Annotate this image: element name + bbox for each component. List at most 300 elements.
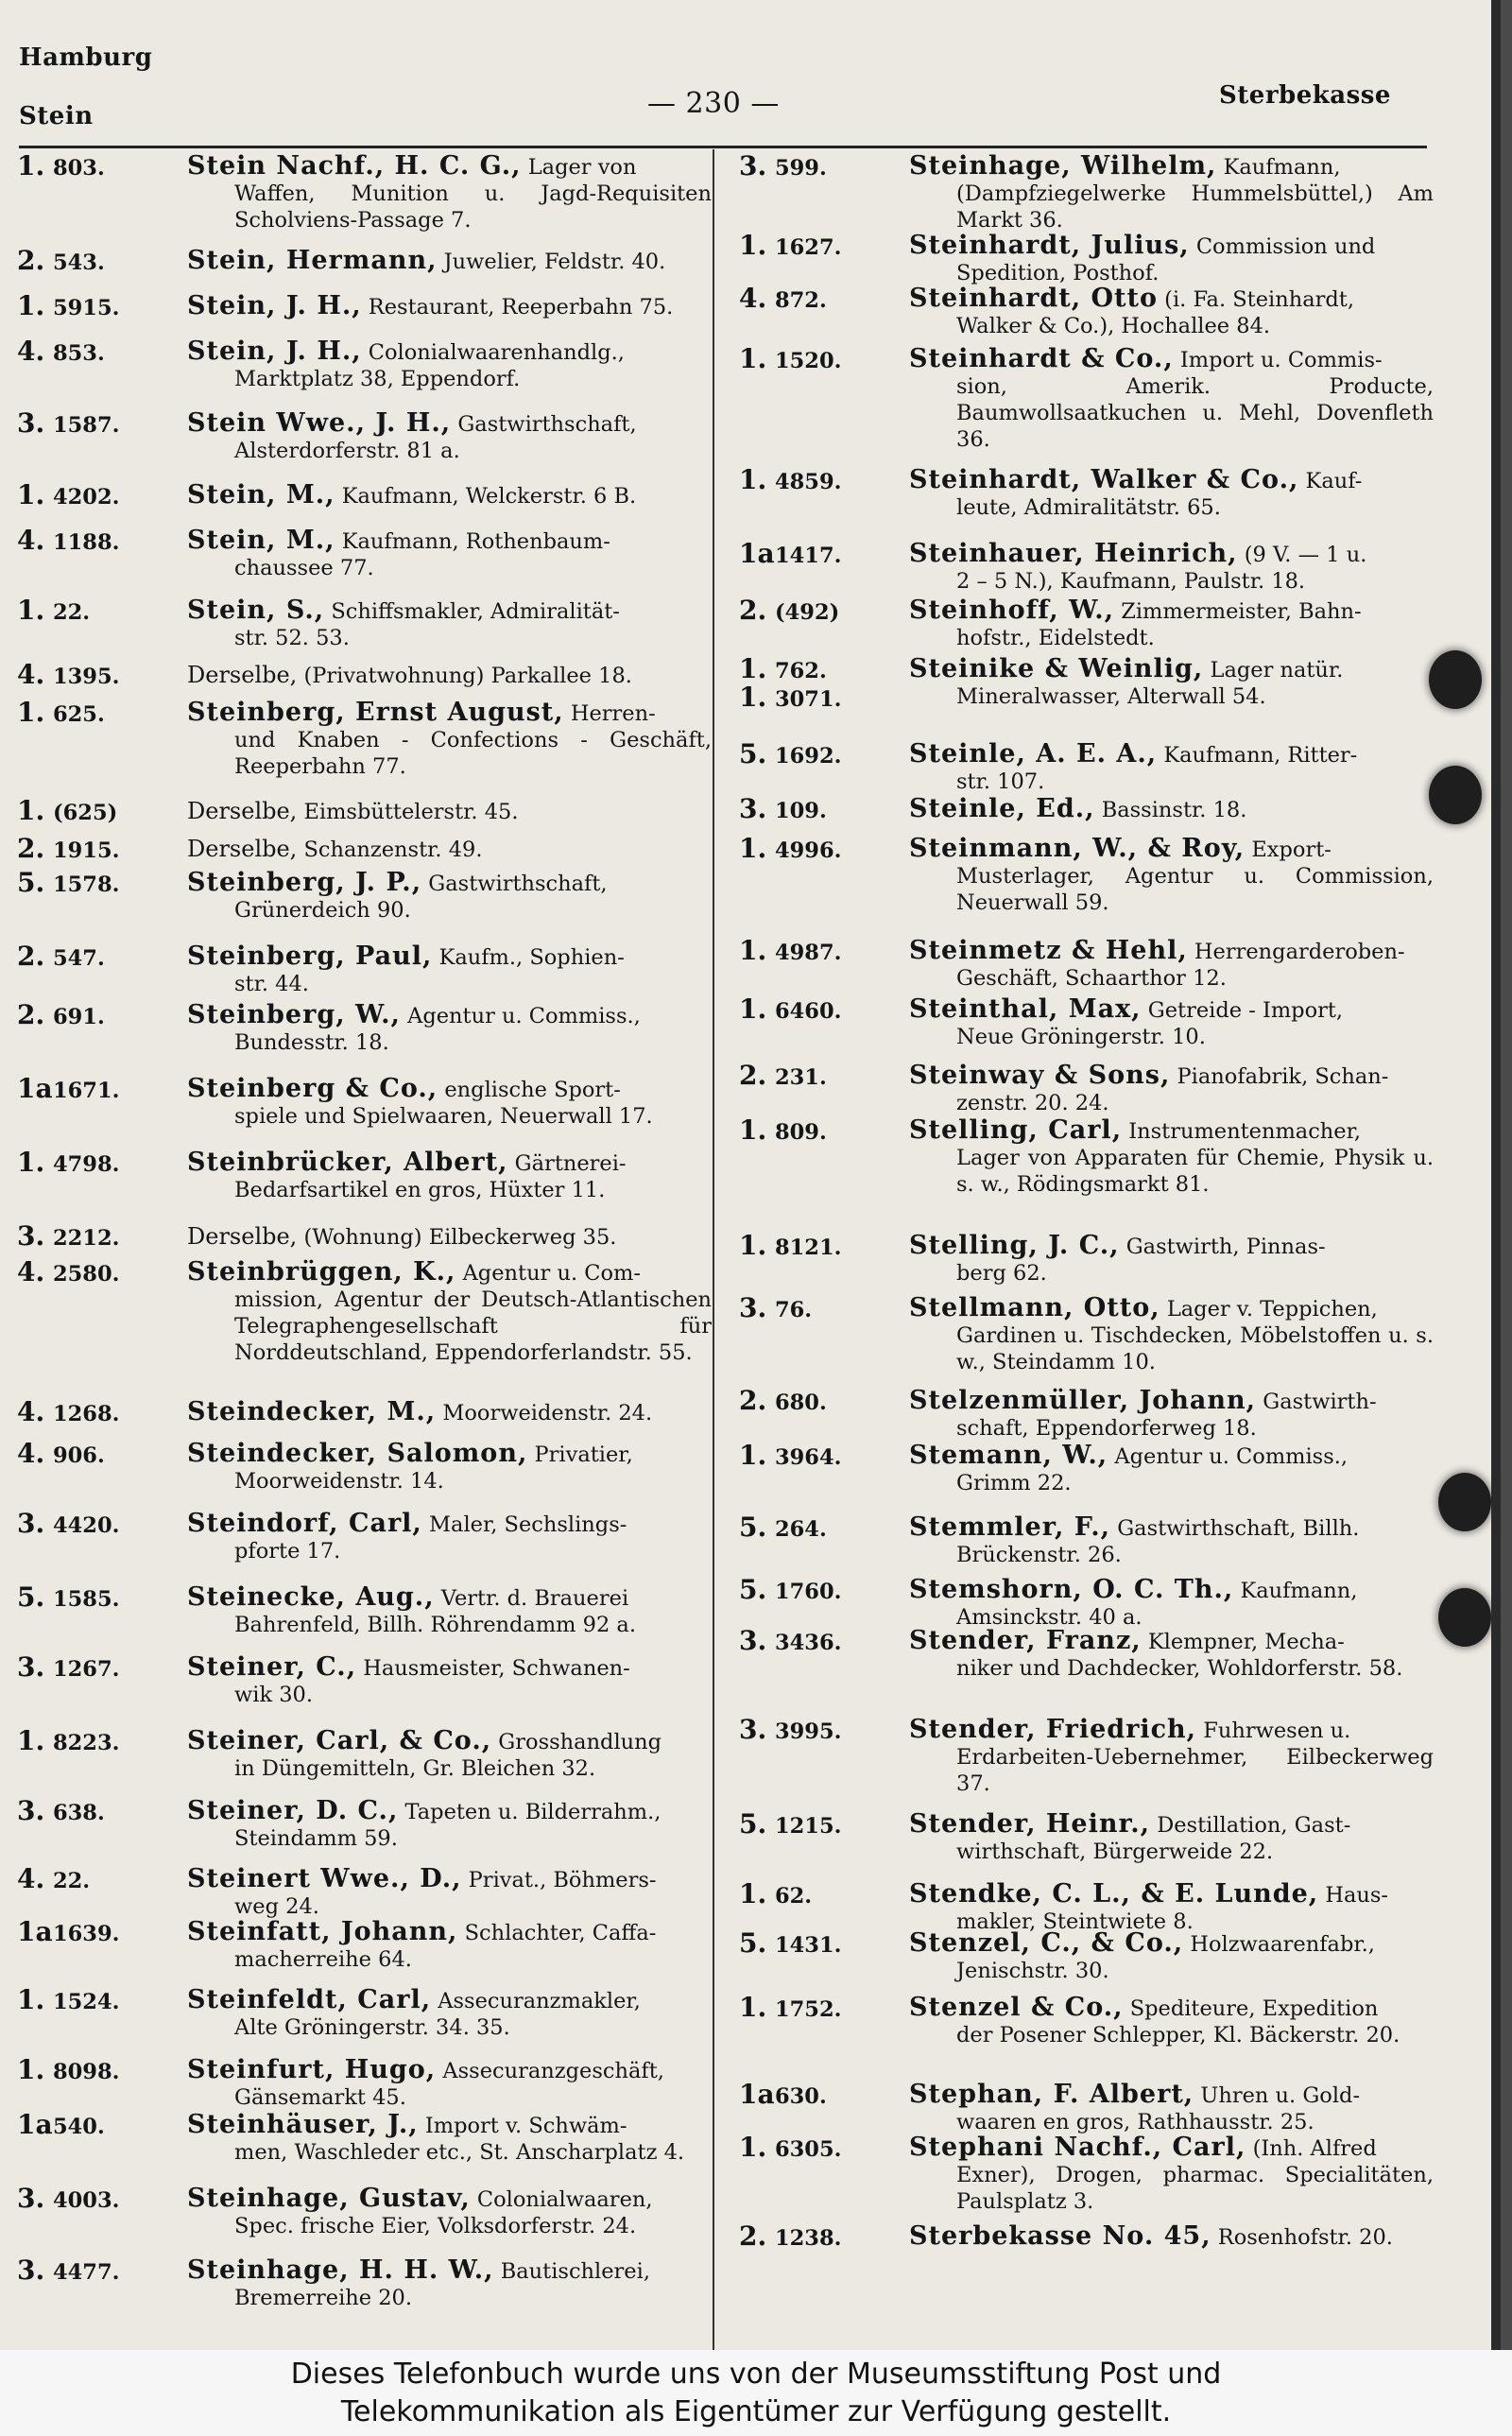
entry-text	[187, 248, 712, 275]
subscriber-address: Alsterdorferstr. 81 a.	[234, 439, 460, 463]
subscriber-details: Agentur u. Commiss.,	[1114, 1444, 1349, 1469]
entry-text	[909, 346, 1434, 453]
line-number: 1915.	[53, 838, 120, 863]
phone-number	[17, 1916, 187, 1947]
phone-number	[17, 867, 187, 898]
phone-number	[17, 1256, 187, 1287]
subscriber-name: Steinberg, W.,	[187, 1000, 401, 1029]
phone-number	[739, 153, 909, 181]
entry-text	[187, 1399, 712, 1426]
phone-number	[17, 153, 187, 181]
exchange-zone: 3.	[17, 1220, 45, 1252]
exchange-zone: 1.	[17, 1147, 45, 1178]
subscriber-address: in Düngemitteln, Gr. Bleichen 32.	[234, 1756, 596, 1781]
subscriber-address: Lager von Apparaten für Chemie, Physik u. s. w., Rödingsmarkt 81.	[956, 1146, 1434, 1197]
line-number: 2580.	[53, 1262, 120, 1287]
subscriber-details: Fuhrwesen u.	[1203, 1719, 1351, 1743]
entry-text	[909, 233, 1434, 286]
subscriber-name: Steinhardt & Co.,	[909, 344, 1174, 373]
subscriber-name: Steinhäuser, J.,	[187, 2110, 419, 2139]
subscriber-details: englische Sport-	[444, 1078, 621, 1102]
phone-number	[739, 1114, 909, 1146]
line-number: 1627.	[775, 235, 842, 260]
phone-number	[739, 1927, 909, 1959]
line-number: 4477.	[53, 2260, 120, 2285]
subscriber-name: Derselbe,	[187, 662, 298, 688]
subscriber-address: hofstr., Eidelstedt.	[956, 626, 1155, 650]
line-number: 231.	[775, 1065, 827, 1090]
subscriber-name: Steindecker, M.,	[187, 1397, 437, 1426]
entry-text	[187, 2112, 712, 2166]
subscriber-name: Steinberg, J. P.,	[187, 868, 422, 897]
subscriber-details: Colonialwaaren,	[476, 2187, 653, 2212]
entry-text	[187, 870, 712, 924]
subscriber-name: Steiner, C.,	[187, 1652, 357, 1682]
entry-text	[909, 996, 1434, 1050]
exchange-zone: 2.	[17, 999, 45, 1030]
subscriber-details: Lager natür.	[1210, 658, 1344, 682]
exchange-zone: 3.	[17, 2183, 45, 2214]
entry-text	[909, 836, 1434, 916]
subscriber-name: Stelling, J. C.,	[909, 1231, 1120, 1260]
subscriber-address: und Knaben - Confections - Geschäft, Reeperbahn 77.	[234, 728, 712, 779]
subscriber-details: Kaufmann,	[1240, 1579, 1358, 1603]
subscriber-address: Musterlager, Agentur u. Commission, Neuerwall 59.	[956, 864, 1434, 915]
entry-text	[909, 1443, 1434, 1496]
subscriber-name: Steinle, A. E. A.,	[909, 739, 1158, 769]
subscriber-name: Stemmler, F.,	[909, 1512, 1111, 1542]
exchange-zone: 2.	[17, 245, 45, 276]
subscriber-name: Stephan, F. Albert,	[909, 2080, 1194, 2109]
phone-number	[17, 659, 187, 690]
right-column	[739, 153, 1438, 2346]
subscriber-details: Gärtnerei-	[514, 1151, 627, 1176]
entry-text	[909, 741, 1434, 795]
line-number: 1215.	[775, 1814, 842, 1839]
subscriber-address: chaussee 77.	[234, 556, 374, 580]
subscriber-address: der Posener Schlepper, Kl. Bäckerstr. 20.	[956, 2023, 1400, 2047]
subscriber-name: Steiner, D. C.,	[187, 1796, 399, 1825]
phone-number	[17, 833, 187, 864]
exchange-zone: 5.	[739, 1808, 767, 1840]
subscriber-details: Herren-	[570, 701, 656, 726]
exchange-zone: 4.	[17, 1256, 45, 1287]
line-number: 8121.	[775, 1235, 842, 1260]
line-number: 809.	[775, 1120, 827, 1145]
phone-number	[739, 935, 909, 966]
entry-text	[909, 656, 1434, 710]
subscriber-address: Amsinckstr. 40 a.	[956, 1605, 1143, 1630]
subscriber-name: Stein, J. H.,	[187, 291, 362, 320]
entry-text	[187, 1076, 712, 1130]
line-number: 872.	[775, 288, 827, 313]
phone-number	[739, 1385, 909, 1416]
header-city: Hamburg	[19, 43, 153, 72]
line-number: 762.	[775, 659, 827, 683]
subscriber-address: Grimm 22.	[956, 1471, 1072, 1495]
subscriber-details: Kaufmann,	[1223, 155, 1341, 180]
subscriber-name: Stemshorn, O. C. Th.,	[909, 1575, 1234, 1604]
line-number: 109.	[775, 799, 827, 823]
entry-text	[909, 1295, 1434, 1375]
subscriber-address: 2 – 5 N.), Kaufmann, Paulstr. 18.	[956, 569, 1306, 594]
phone-number	[739, 738, 909, 769]
subscriber-name: Steinhardt, Otto	[909, 284, 1159, 313]
subscriber-details: Kauf-	[1305, 469, 1363, 493]
subscriber-name: Steinfurt, Hugo,	[187, 2055, 437, 2084]
subscriber-address: wik 30.	[234, 1683, 314, 1707]
line-number: 8098.	[53, 2060, 120, 2084]
entry-text	[187, 1866, 712, 1920]
subscriber-address: Jenischstr. 30.	[956, 1959, 1109, 1983]
subscriber-name: Stemann, W.,	[909, 1441, 1108, 1470]
subscriber-details: Lager v. Teppichen,	[1166, 1297, 1378, 1322]
subscriber-name: Steinfatt, Johann,	[187, 1917, 458, 1946]
exchange-zone: 1.	[739, 1992, 767, 2023]
subscriber-name: Steinle, Ed.,	[909, 794, 1095, 823]
subscriber-details: Holzwaarenfabr.,	[1190, 1932, 1375, 1957]
exchange-zone: 3.	[17, 2255, 45, 2286]
subscriber-details: Maler, Sechslings-	[429, 1512, 627, 1537]
subscriber-details: Commission und	[1195, 234, 1376, 259]
exchange-zone: 5.	[739, 1927, 767, 1959]
exchange-zone: 1.	[739, 935, 767, 966]
subscriber-details: Import v. Schwäm-	[424, 2114, 627, 2138]
phone-number	[17, 943, 187, 972]
line-number: 1524.	[53, 1990, 120, 2014]
entry-text	[187, 1654, 712, 1708]
subscriber-address: Moorweidenstr. 14.	[234, 1469, 444, 1494]
phone-number	[739, 1060, 909, 1091]
exchange-zone: 1.	[739, 682, 767, 713]
subscriber-details: Schanzenstr. 49.	[303, 838, 483, 862]
subscriber-details: Moorweidenstr. 24.	[442, 1401, 653, 1425]
exchange-zone: 4.	[739, 283, 767, 314]
subscriber-address: str. 107.	[956, 769, 1045, 794]
subscriber-address: (Dampfziegelwerke Hummelsbüttel,) Am Markt 36.	[956, 181, 1434, 233]
subscriber-name: Steinecke, Aug.,	[187, 1582, 435, 1612]
phone-number	[17, 1863, 187, 1894]
entry-text	[909, 1995, 1434, 2048]
subscriber-name: Steinway & Sons,	[909, 1061, 1171, 1090]
entry-text	[187, 153, 712, 233]
subscriber-address: Erdarbeiten-Uebernehmer, Eilbeckerweg 37.	[956, 1745, 1434, 1796]
subscriber-name: Steinberg & Co.,	[187, 1074, 438, 1103]
exchange-zone: 1.	[739, 1230, 767, 1261]
subscriber-address: Steindamm 59.	[234, 1826, 398, 1851]
entry-text	[909, 1388, 1434, 1442]
subscriber-details: Haus-	[1325, 1883, 1389, 1908]
entry-text	[187, 700, 712, 780]
subscriber-details: Grosshandlung	[498, 1730, 662, 1754]
subscriber-details: Instrumentenmacher,	[1128, 1119, 1362, 1144]
phone-number	[17, 2109, 187, 2140]
exchange-zone: 1a	[739, 2079, 775, 2110]
entry-text	[909, 1717, 1434, 1797]
exchange-zone: 4.	[17, 1396, 45, 1427]
phone-number	[17, 1651, 187, 1683]
subscriber-details: (i. Fa. Steinhardt,	[1164, 287, 1354, 312]
subscriber-details: Gastwirth, Pinnas-	[1125, 1235, 1326, 1259]
subscriber-details: Juwelier, Feldstr. 40.	[443, 250, 666, 274]
entry-text	[909, 1577, 1434, 1631]
entry-text	[909, 2134, 1434, 2215]
exchange-zone: 5.	[739, 738, 767, 769]
subscriber-name: Stein, J. H.,	[187, 337, 362, 366]
exchange-zone: 3.	[17, 1508, 45, 1539]
phone-number	[17, 1984, 187, 2015]
subscriber-name: Stein, Hermann,	[187, 246, 438, 275]
entry-text	[909, 1930, 1434, 1984]
exchange-zone: 4.	[17, 1438, 45, 1469]
entry-text	[187, 798, 712, 825]
line-number: 1188.	[53, 530, 120, 555]
phone-number	[739, 1514, 909, 1543]
line-number: 1268.	[53, 1402, 120, 1426]
phone-number	[739, 285, 909, 314]
subscriber-address: Bremerreihe 20.	[234, 2286, 413, 2310]
entry-text	[909, 2082, 1434, 2135]
entry-text	[187, 410, 712, 464]
exchange-zone: 5.	[739, 1512, 767, 1543]
exchange-zone: 1.	[17, 595, 45, 626]
entry-text	[909, 1628, 1434, 1682]
exchange-zone: 3.	[17, 407, 45, 439]
line-number: 3995.	[775, 1719, 842, 1744]
phone-number	[17, 2185, 187, 2214]
exchange-zone: 1.	[739, 993, 767, 1025]
line-number: 1671.	[53, 1079, 120, 1103]
subscriber-address: Waffen, Munition u. Jagd-Requisiten Scholviens-Passage 7.	[234, 181, 712, 233]
entry-text	[187, 293, 712, 320]
footer-line-2: Telekommunikation als Eigentümer zur Verfügung gestellt.	[340, 2395, 1172, 2428]
line-number: 4420.	[53, 1513, 120, 1538]
phone-number	[17, 290, 187, 321]
phone-number	[739, 1230, 909, 1261]
subscriber-name: Derselbe,	[187, 798, 298, 824]
line-number: 6460.	[775, 999, 842, 1024]
exchange-zone: 1.	[17, 2054, 45, 2085]
exchange-zone: 3.	[739, 793, 767, 824]
subscriber-name: Steinberg, Ernst August,	[187, 698, 564, 727]
subscriber-name: Sterbekasse No. 45,	[909, 2221, 1211, 2251]
subscriber-details: (Wohnung) Eilbeckerweg 35.	[303, 1225, 617, 1250]
line-number: 2212.	[53, 1226, 120, 1251]
entry-text	[187, 943, 712, 997]
subscriber-address: Alte Gröningerstr. 34. 35.	[234, 2015, 510, 2040]
entry-text	[187, 1223, 712, 1251]
subscriber-name: Stein, S.,	[187, 596, 325, 625]
subscriber-details: (Inh. Alfred	[1252, 2136, 1377, 2161]
subscriber-name: Steinert Wwe., D.,	[187, 1864, 462, 1893]
line-number: 8223.	[53, 1731, 120, 1755]
entry-text	[909, 1514, 1434, 1568]
subscriber-details: Agentur u. Com-	[462, 1261, 641, 1286]
subscriber-address: Spedition, Posthof.	[956, 261, 1160, 285]
entry-text	[187, 1728, 712, 1782]
exchange-zone: 3.	[739, 1714, 767, 1745]
subscriber-name: Stein Wwe., J. H.,	[187, 408, 452, 438]
subscriber-name: Steindecker, Salomon,	[187, 1439, 528, 1468]
subscriber-details: Hausmeister, Schwanen-	[363, 1656, 630, 1681]
subscriber-address: schaft, Eppendorferweg 18.	[956, 1416, 1257, 1441]
phone-number	[739, 538, 909, 569]
subscriber-details: Klempner, Mecha-	[1147, 1630, 1345, 1654]
line-number: 906.	[53, 1443, 105, 1468]
entry-text	[187, 597, 712, 651]
phone-number	[17, 338, 187, 367]
line-number: 1639.	[53, 1922, 120, 1946]
phone-number	[17, 245, 187, 276]
exchange-zone: 1.	[739, 230, 767, 261]
phone-number	[17, 1396, 187, 1427]
subscriber-details: Gastwirthschaft,	[428, 872, 608, 896]
entry-text	[187, 1002, 712, 1056]
subscriber-name: Steinhardt, Julius,	[909, 231, 1190, 260]
phone-number	[17, 1220, 187, 1252]
line-number: 4859.	[775, 470, 842, 494]
phone-number	[17, 1725, 187, 1756]
exchange-zone: 5.	[739, 1574, 767, 1605]
subscriber-address: niker und Dachdecker, Wohldorferstr. 58.	[956, 1656, 1403, 1681]
subscriber-address: men, Waschleder etc., St. Anscharplatz 4.	[234, 2140, 685, 2165]
subscriber-address: macherreihe 64.	[234, 1947, 412, 1972]
line-number: 62.	[775, 1884, 813, 1909]
entry-text	[909, 1063, 1434, 1116]
entry-text	[187, 2057, 712, 2111]
subscriber-details: Eimsbüttelerstr. 45.	[303, 800, 519, 824]
subscriber-address: str. 44.	[234, 972, 309, 996]
entry-text	[909, 285, 1434, 339]
subscriber-address: Walker & Co.), Hochallee 84.	[956, 314, 1271, 338]
subscriber-name: Steinbrücker, Albert,	[187, 1148, 508, 1177]
exchange-zone: 1.	[739, 464, 767, 495]
exchange-zone: 3.	[739, 153, 767, 181]
subscriber-address: spiele und Spielwaaren, Neuerwall 17.	[234, 1104, 653, 1129]
phone-number	[739, 1808, 909, 1840]
line-number: 1760.	[775, 1580, 842, 1604]
subscriber-details: Colonialwaarenhandlg.,	[368, 340, 625, 365]
subscriber-details: Privatier,	[534, 1443, 633, 1467]
exchange-zone: 1a	[17, 2109, 53, 2140]
exchange-zone: 1.	[17, 153, 45, 181]
line-number: 3964.	[775, 1445, 842, 1470]
exchange-zone: 2.	[739, 1060, 767, 1091]
subscriber-details: Bassinstr. 18.	[1101, 798, 1247, 822]
subscriber-name: Stein Nachf., H. C. G.,	[187, 153, 522, 181]
subscriber-name: Stendke, C. L., & E. Lunde,	[909, 1879, 1319, 1909]
subscriber-details: Lager von	[527, 155, 637, 180]
line-number: 3071.	[775, 687, 842, 712]
phone-number	[739, 1292, 909, 1323]
phone-number	[739, 597, 909, 626]
line-number: 4798.	[53, 1152, 120, 1177]
entry-text	[909, 1881, 1434, 1935]
exchange-zone: 2.	[17, 833, 45, 864]
line-number: 1267.	[53, 1657, 120, 1682]
entry-text	[187, 1919, 712, 1973]
phone-number	[739, 343, 909, 374]
phone-number	[17, 795, 187, 826]
entry-text	[187, 1259, 712, 1366]
exchange-zone: 2.	[739, 2220, 767, 2252]
subscriber-details: Privat., Böhmers-	[468, 1868, 657, 1892]
exchange-zone: 1.	[17, 795, 45, 826]
line-number: 630.	[775, 2084, 827, 2109]
phone-number	[739, 653, 909, 713]
line-number: 4003.	[53, 2188, 120, 2213]
exchange-zone: 1.	[739, 1878, 767, 1909]
exchange-zone: 1a	[17, 1916, 53, 1947]
subscriber-address: Grünerdeich 90.	[234, 898, 411, 923]
line-number: 6305.	[775, 2137, 842, 2162]
phone-number	[739, 1625, 909, 1656]
subscriber-address: berg 62.	[956, 1261, 1047, 1286]
phone-number	[17, 2054, 187, 2085]
subscriber-name: Steinhauer, Heinrich,	[909, 539, 1238, 568]
subscriber-details: Gastwirth-	[1263, 1390, 1377, 1414]
subscriber-address: Bundesstr. 18.	[234, 1030, 389, 1055]
subscriber-name: Stender, Franz,	[909, 1626, 1142, 1655]
subscriber-name: Steiner, Carl, & Co.,	[187, 1726, 492, 1755]
line-number: 625.	[53, 702, 105, 727]
line-number: (492)	[775, 600, 840, 625]
header-range-from: Stein	[19, 102, 94, 130]
subscriber-address: mission, Agentur der Deutsch-Atlantischen Telegraphengesellschaft für Norddeutschland, Eppendorferlandstr. 55.	[234, 1287, 712, 1365]
subscriber-name: Steinmetz & Hehl,	[909, 936, 1188, 965]
line-number: 1587.	[53, 413, 120, 438]
subscriber-details: Vertr. d. Brauerei	[440, 1586, 629, 1611]
subscriber-address: Mineralwasser, Alterwall 54.	[956, 684, 1266, 709]
subscriber-address: Bahrenfeld, Billh. Röhrendamm 92 a.	[234, 1613, 636, 1637]
entry-text	[187, 836, 712, 863]
subscriber-address: wirthschaft, Bürgerweide 22.	[956, 1840, 1274, 1864]
punch-hole-icon	[1438, 1588, 1491, 1647]
line-number: 5915.	[53, 296, 120, 320]
exchange-zone: 1.	[739, 1114, 767, 1146]
subscriber-name: Stelzenmüller, Johann,	[909, 1386, 1257, 1415]
line-number: 22.	[53, 1869, 91, 1893]
entry-text	[187, 1511, 712, 1564]
exchange-zone: 1a	[739, 538, 775, 569]
entry-text	[187, 1987, 712, 2041]
subscriber-address: pforte 17.	[234, 1539, 341, 1564]
line-number: 76.	[775, 1298, 813, 1322]
exchange-zone: 5.	[17, 867, 45, 898]
subscriber-name: Stenzel & Co.,	[909, 1993, 1124, 2022]
subscriber-details: Kaufmann, Welckerstr. 6 B.	[341, 484, 637, 509]
subscriber-address: Exner), Drogen, pharmac. Specialitäten, Paulsplatz 3.	[956, 2163, 1434, 2214]
line-number: 599.	[775, 156, 827, 181]
subscriber-details: (9 V. — 1 u.	[1244, 543, 1367, 567]
subscriber-address: zenstr. 20. 24.	[956, 1091, 1109, 1115]
subscriber-name: Steinhage, Wilhelm,	[909, 153, 1217, 181]
line-number: 1692.	[775, 744, 842, 769]
phone-number	[17, 1795, 187, 1826]
subscriber-address: Neue Gröningerstr. 10.	[956, 1025, 1206, 1049]
punch-hole-icon	[1429, 650, 1482, 709]
phone-number	[739, 2220, 909, 2252]
subscriber-name: Steinbrüggen, K.,	[187, 1257, 456, 1287]
subscriber-details: Herrengarderoben-	[1194, 940, 1405, 964]
line-number: 691.	[53, 1005, 105, 1029]
exchange-zone: 1.	[17, 697, 45, 728]
subscriber-address: Gardinen u. Tischdecken, Möbelstoffen u. s. w., Steindamm 10.	[956, 1323, 1434, 1374]
line-number: 1238.	[775, 2226, 842, 2251]
exchange-zone: 5.	[17, 1581, 45, 1613]
entry-text	[909, 1117, 1434, 1198]
subscriber-name: Derselbe,	[187, 836, 298, 862]
